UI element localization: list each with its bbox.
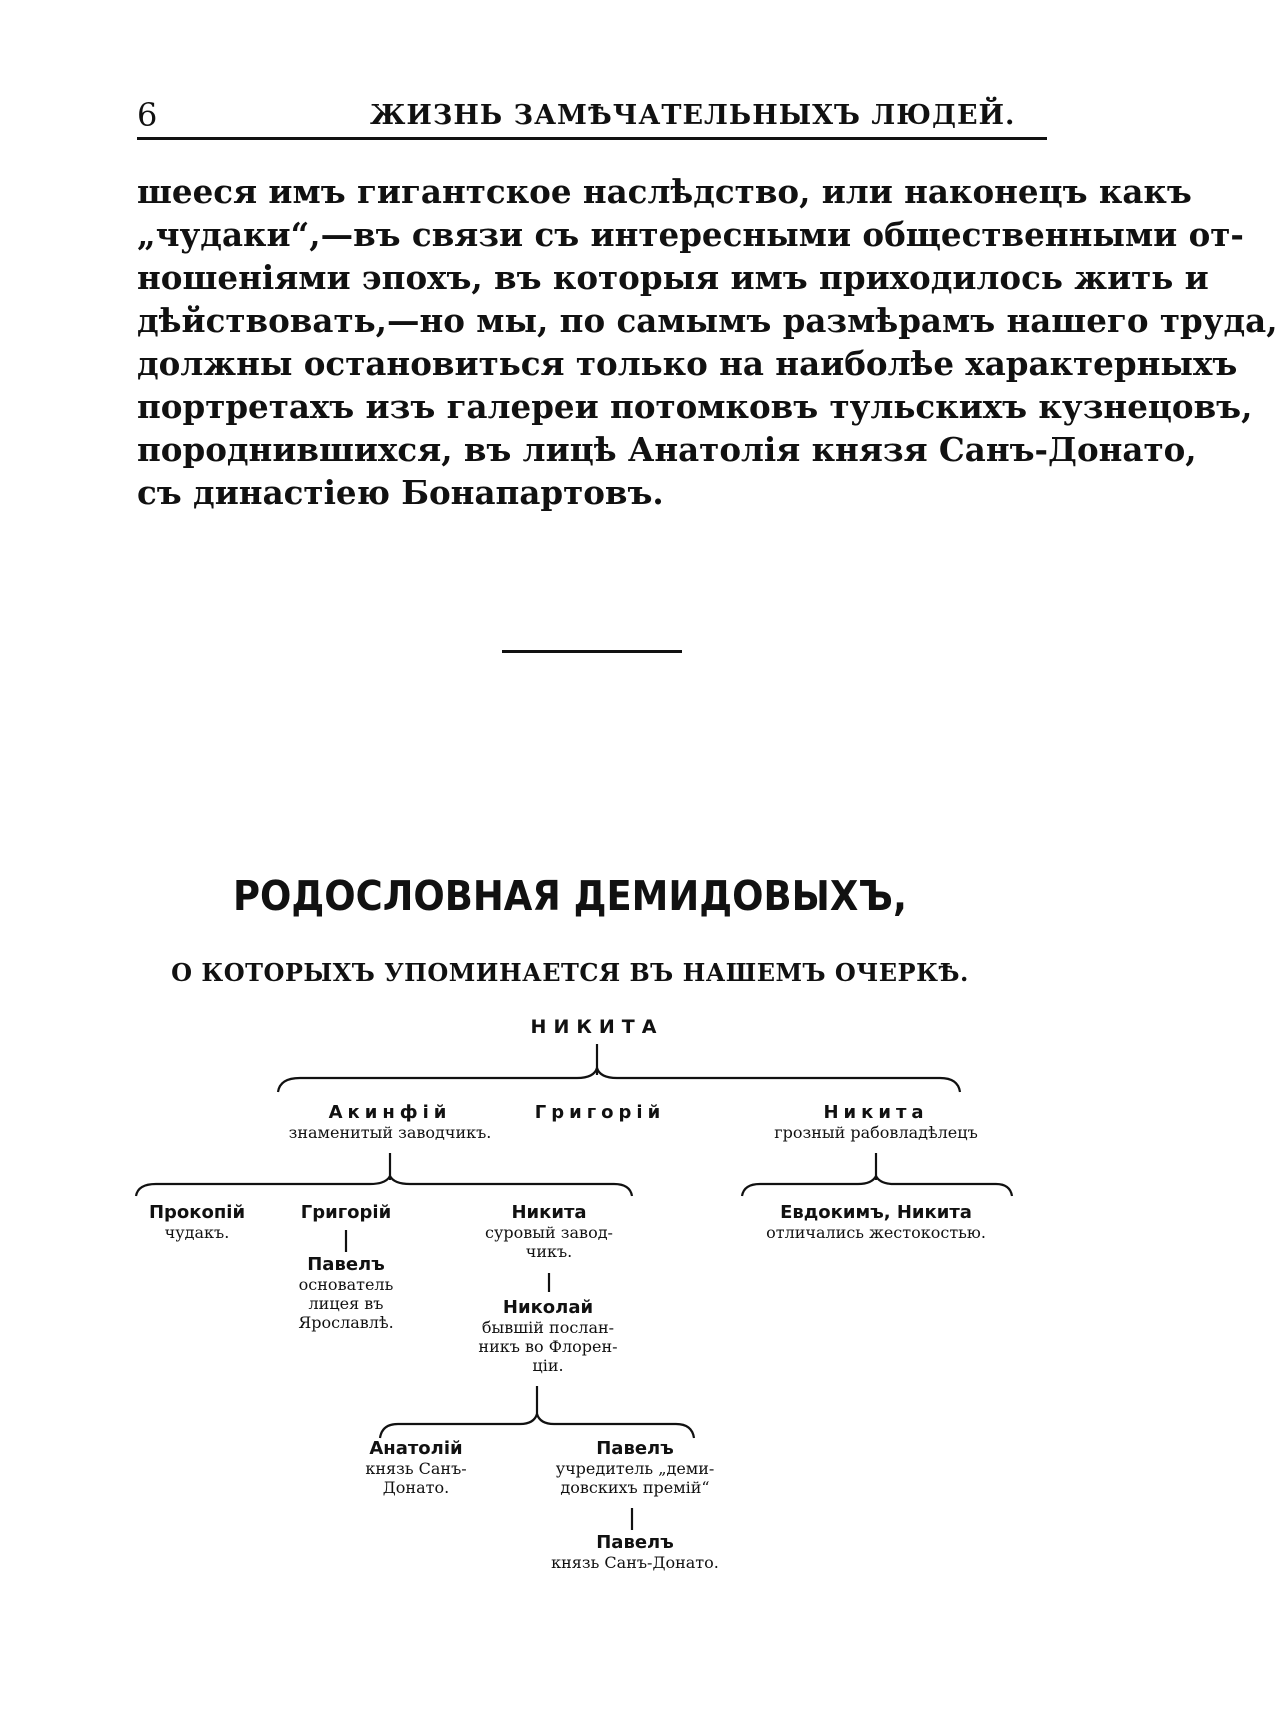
text-line: съ династіею Бонапартовъ. xyxy=(137,473,664,512)
person-name: Павелъ xyxy=(596,1532,674,1553)
node-nikita2 xyxy=(716,1102,1036,1142)
node-akinfiy xyxy=(240,1102,540,1142)
person-name: Григорій xyxy=(300,1202,392,1223)
text-line: ношеніями эпохъ, въ которыя имъ приходилось жить и xyxy=(137,258,1209,297)
running-title: ЖИЗНЬ ЗАМѢЧАТЕЛЬНЫХЪ ЛЮДЕЙ. xyxy=(370,100,1016,131)
node-anatoliy xyxy=(346,1438,486,1497)
page-number: 6 xyxy=(137,96,158,134)
person-desc: грозный рабовладѣлецъ xyxy=(774,1123,978,1142)
text-line: „чудаки“,—въ связи съ интересными общественными от- xyxy=(137,215,1244,254)
node-nikita3 xyxy=(454,1202,644,1261)
person-name: Никита xyxy=(511,1202,587,1223)
person-name: Григорій xyxy=(534,1102,666,1123)
node-evdokim xyxy=(736,1202,1016,1242)
text-line: дѣйствовать,—но мы, по самымъ размѣрамъ нашего труда, xyxy=(137,301,1278,340)
genealogy-subtitle: О КОТОРЫХЪ УПОМИНАЕТСЯ ВЪ НАШЕМЪ ОЧЕРКѢ. xyxy=(171,958,969,987)
node-grigoriy2 xyxy=(276,1202,416,1223)
person-desc: довскихъ премій“ xyxy=(560,1478,710,1497)
person-desc: Донато. xyxy=(382,1478,450,1497)
person-desc: знаменитый заводчикъ. xyxy=(288,1123,492,1142)
person-name: НИКИТА xyxy=(530,1016,664,1038)
node-pavel1 xyxy=(270,1254,422,1332)
person-desc: основатель xyxy=(298,1275,394,1294)
person-name: Акинфій xyxy=(328,1102,452,1123)
person-desc: князь Санъ- xyxy=(365,1459,467,1478)
person-desc: чикъ. xyxy=(525,1242,573,1261)
brace-nikita2-children xyxy=(742,1176,1012,1196)
node-pavel2 xyxy=(530,1438,740,1497)
person-name: Евдокимъ, Никита xyxy=(780,1202,972,1223)
text-line: шеeся имъ гигантское наслѣдство, или наконецъ какъ xyxy=(137,172,1192,211)
text-line: портретахъ изъ галереи потомковъ тульскихъ кузнецовъ, xyxy=(137,387,1253,426)
node-pavel3 xyxy=(520,1532,750,1572)
person-desc: отличались жестокостью. xyxy=(766,1223,986,1242)
brace-nikolay-children xyxy=(380,1414,694,1438)
person-desc: князь Санъ-Донато. xyxy=(551,1553,719,1572)
node-prokopiy xyxy=(142,1202,252,1242)
person-desc: чудакъ. xyxy=(164,1223,230,1242)
brace-gen1 xyxy=(278,1068,960,1092)
text-line: должны остановиться только на наиболѣе характерныхъ xyxy=(137,344,1238,383)
person-name: Павелъ xyxy=(596,1438,674,1459)
person-desc: Ярославлѣ. xyxy=(298,1313,394,1332)
person-name: Павелъ xyxy=(307,1254,385,1275)
person-name: Никита xyxy=(823,1102,929,1123)
brace-akinfiy-children xyxy=(136,1176,632,1196)
person-desc: суровый завод- xyxy=(485,1223,613,1242)
person-name: Николай xyxy=(502,1297,594,1318)
genealogy-title: РОДОСЛОВНАЯ ДЕМИДОВЫХЪ, xyxy=(233,872,907,920)
person-name: Прокопій xyxy=(148,1202,246,1223)
person-desc: учредитель „деми- xyxy=(555,1459,715,1478)
node-grigoriy1 xyxy=(500,1102,700,1123)
person-desc: ціи. xyxy=(532,1356,564,1375)
node-nikolay xyxy=(448,1297,648,1375)
person-desc: лицея въ xyxy=(308,1294,384,1313)
node-root xyxy=(497,1016,697,1038)
person-desc: никъ во Флорен- xyxy=(478,1337,618,1356)
person-name: Анатолій xyxy=(369,1438,463,1459)
person-desc: бывшій послан- xyxy=(481,1318,615,1337)
text-line: породнившихся, въ лицѣ Анатолія князя Санъ-Донато, xyxy=(137,430,1197,469)
